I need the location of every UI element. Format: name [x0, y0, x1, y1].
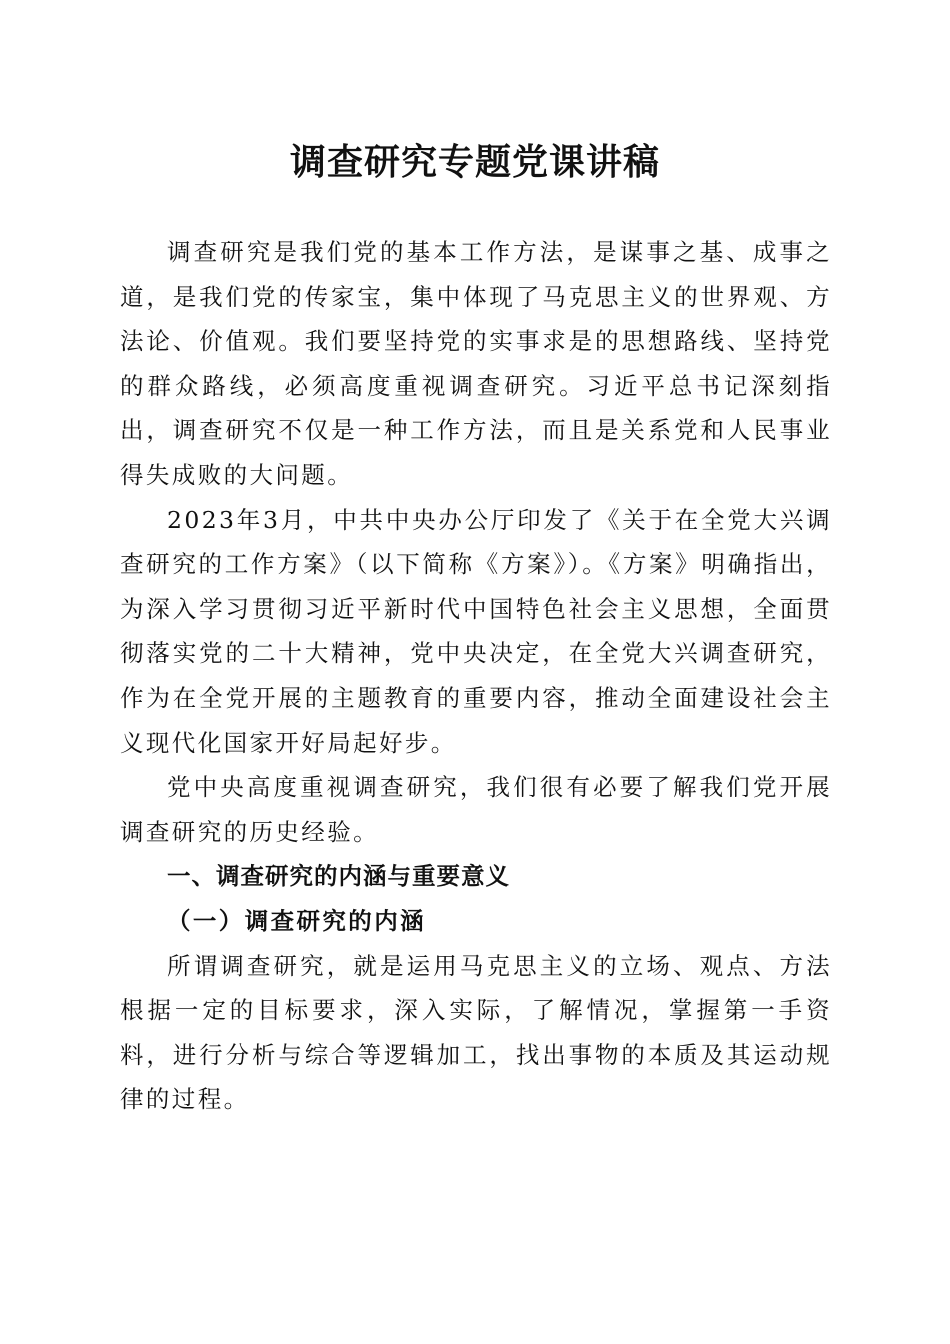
- paragraph-plan: 2023年3月，中共中央办公厅印发了《关于在全党大兴调查研究的工作方案》（以下简称《方案》）。《方案》明确指出，为深入学习贯彻习近平新时代中国特色社会主义思想，全面贯彻落实党的二十大精神，党中央决定，在全党大兴调查研究，作为在全党开展的主题教育的重要内容，推动全面建设社会主义现代化国家开好局起好步。: [120, 505, 832, 757]
- paragraph-definition: 所谓调查研究，就是运用马克思主义的立场、观点、方法根据一定的目标要求，深入实际，了解情况，掌握第一手资料，进行分析与综合等逻辑加工，找出事物的本质及其运动规律的过程。: [120, 951, 832, 1114]
- subsection-heading: （一）调查研究的内涵: [167, 906, 426, 935]
- section-heading: 一、调查研究的内涵与重要意义: [167, 862, 510, 891]
- paragraph-history: 党中央高度重视调查研究，我们很有必要了解我们党开展调查研究的历史经验。: [120, 773, 832, 846]
- document-title: 调查研究专题党课讲稿: [289, 141, 660, 183]
- paragraph-intro: 调查研究是我们党的基本工作方法，是谋事之基、成事之道，是我们党的传家宝，集中体现了马克思主义的世界观、方法论、价值观。我们要坚持党的实事求是的思想路线、坚持党的群众路线，必须高度重视调查研究。习近平总书记深刻指出，调查研究不仅是一种工作方法，而且是关系党和人民事业得失成败的大问题。: [120, 238, 832, 489]
- document-body: [120, 230, 832, 1122]
